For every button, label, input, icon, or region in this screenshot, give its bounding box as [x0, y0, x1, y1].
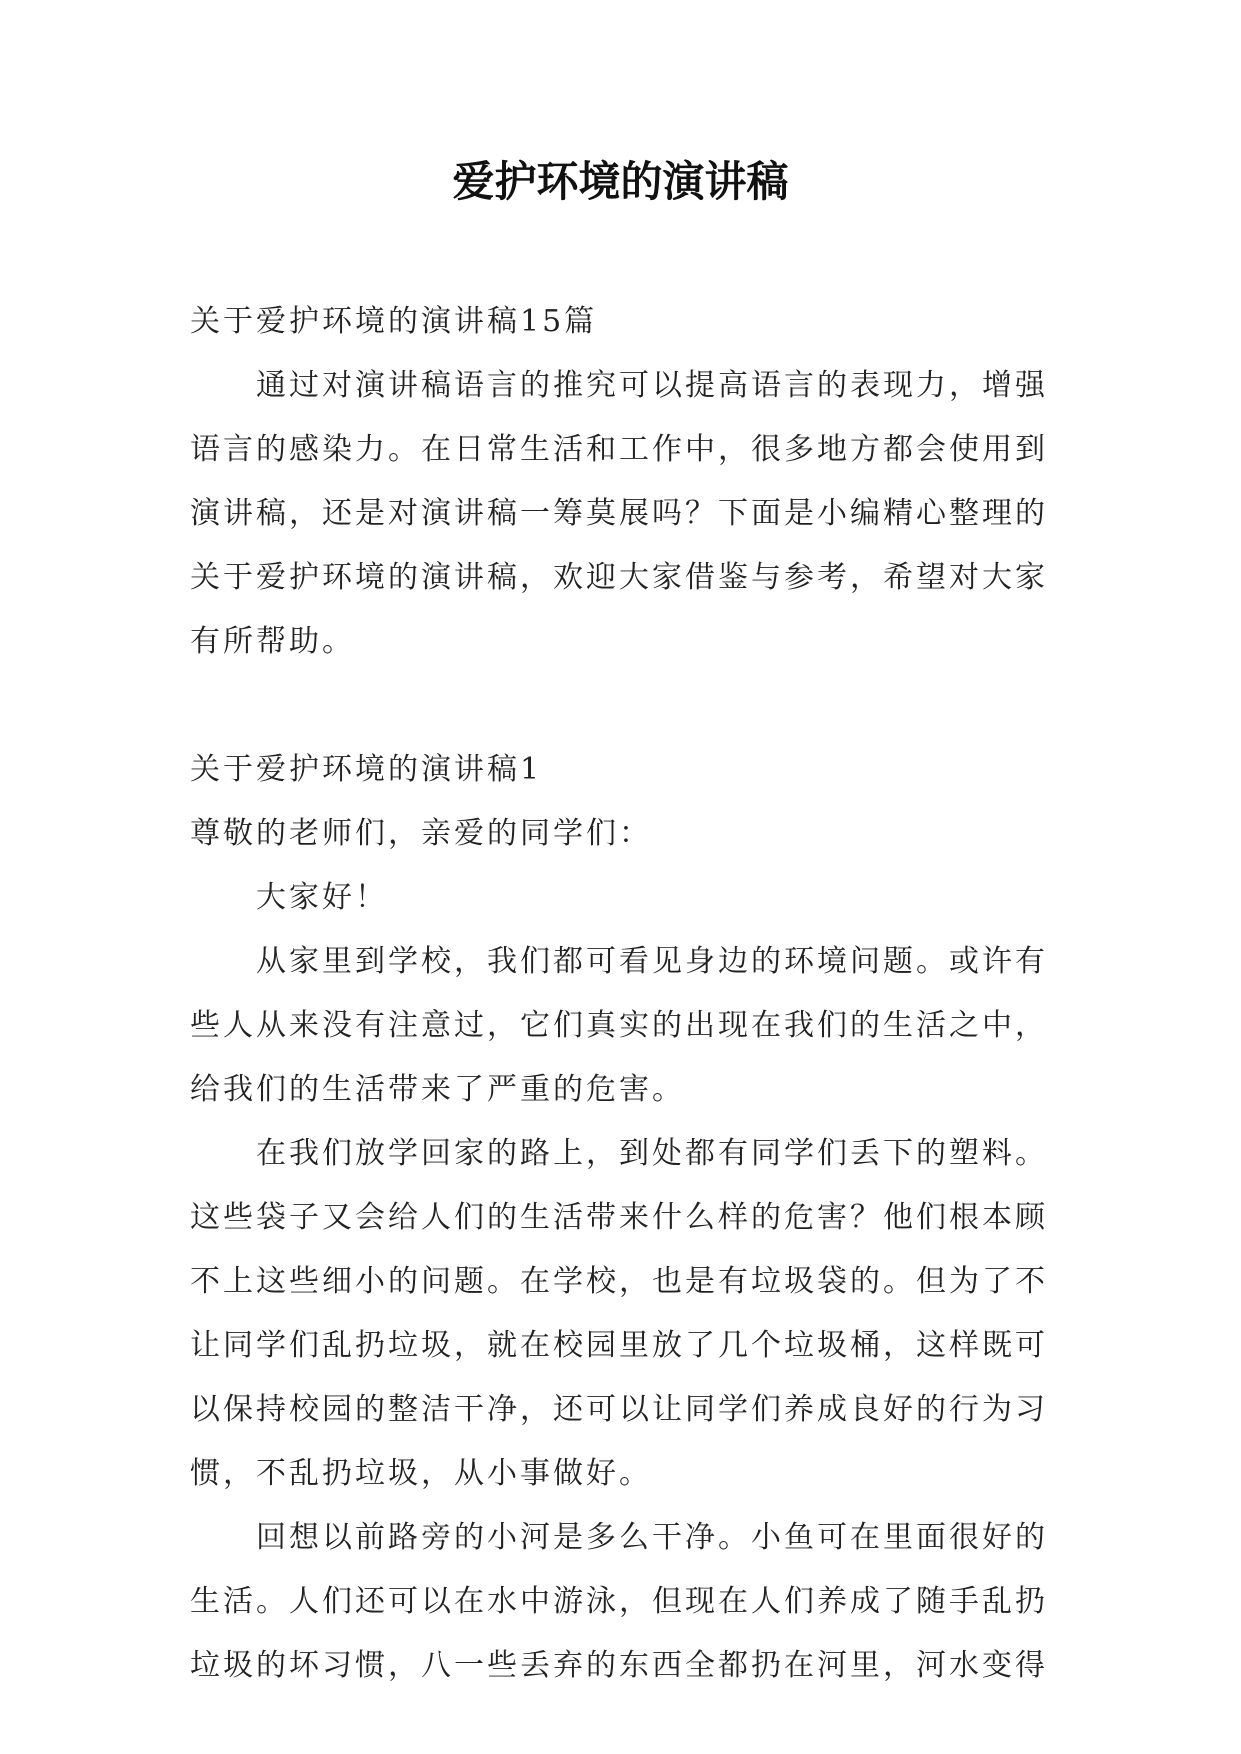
- collection-heading: 关于爱护环境的演讲稿15篇: [190, 304, 598, 339]
- document-title: 爱护环境的演讲稿: [452, 157, 789, 206]
- body-paragraph: 回想以前路旁的小河是多么干净。小鱼可在里面很好的生活。人们还可以在水中游泳，但现在人们养成了随手乱扔垃圾的坏习惯，八一些丢弃的东西全都扔在河里，河水变得: [190, 1520, 1048, 1683]
- intro-paragraph: 通过对演讲稿语言的推究可以提高语言的表现力，增强语言的感染力。在日常生活和工作中，很多地方都会使用到演讲稿，还是对演讲稿一筹莫展吗？下面是小编精心整理的关于爱护环境的演讲稿，欢迎大家借鉴与参考，希望对大家有所帮助。: [190, 368, 1048, 659]
- document-body: [190, 290, 1070, 1698]
- body-paragraph: 在我们放学回家的路上，到处都有同学们丢下的塑料。这些袋子又会给人们的生活带来什么样的危害？他们根本顾不上这些细小的问题。在学校，也是有垃圾袋的。但为了不让同学们乱扔垃圾，就在校园里放了几个垃圾桶，这样既可以保持校园的整洁干净，还可以让同学们养成良好的行为习惯，不乱扔垃圾，从小事做好。: [190, 1136, 1048, 1491]
- salutation: 尊敬的老师们，亲爱的同学们：: [190, 816, 652, 851]
- greeting: 大家好！: [256, 880, 388, 915]
- section-spacer: [190, 674, 1070, 738]
- section-heading: 关于爱护环境的演讲稿1: [190, 752, 543, 787]
- body-paragraph: 从家里到学校，我们都可看见身边的环境问题。或许有些人从来没有注意过，它们真实的出现在我们的生活之中，给我们的生活带来了严重的危害。: [190, 944, 1048, 1107]
